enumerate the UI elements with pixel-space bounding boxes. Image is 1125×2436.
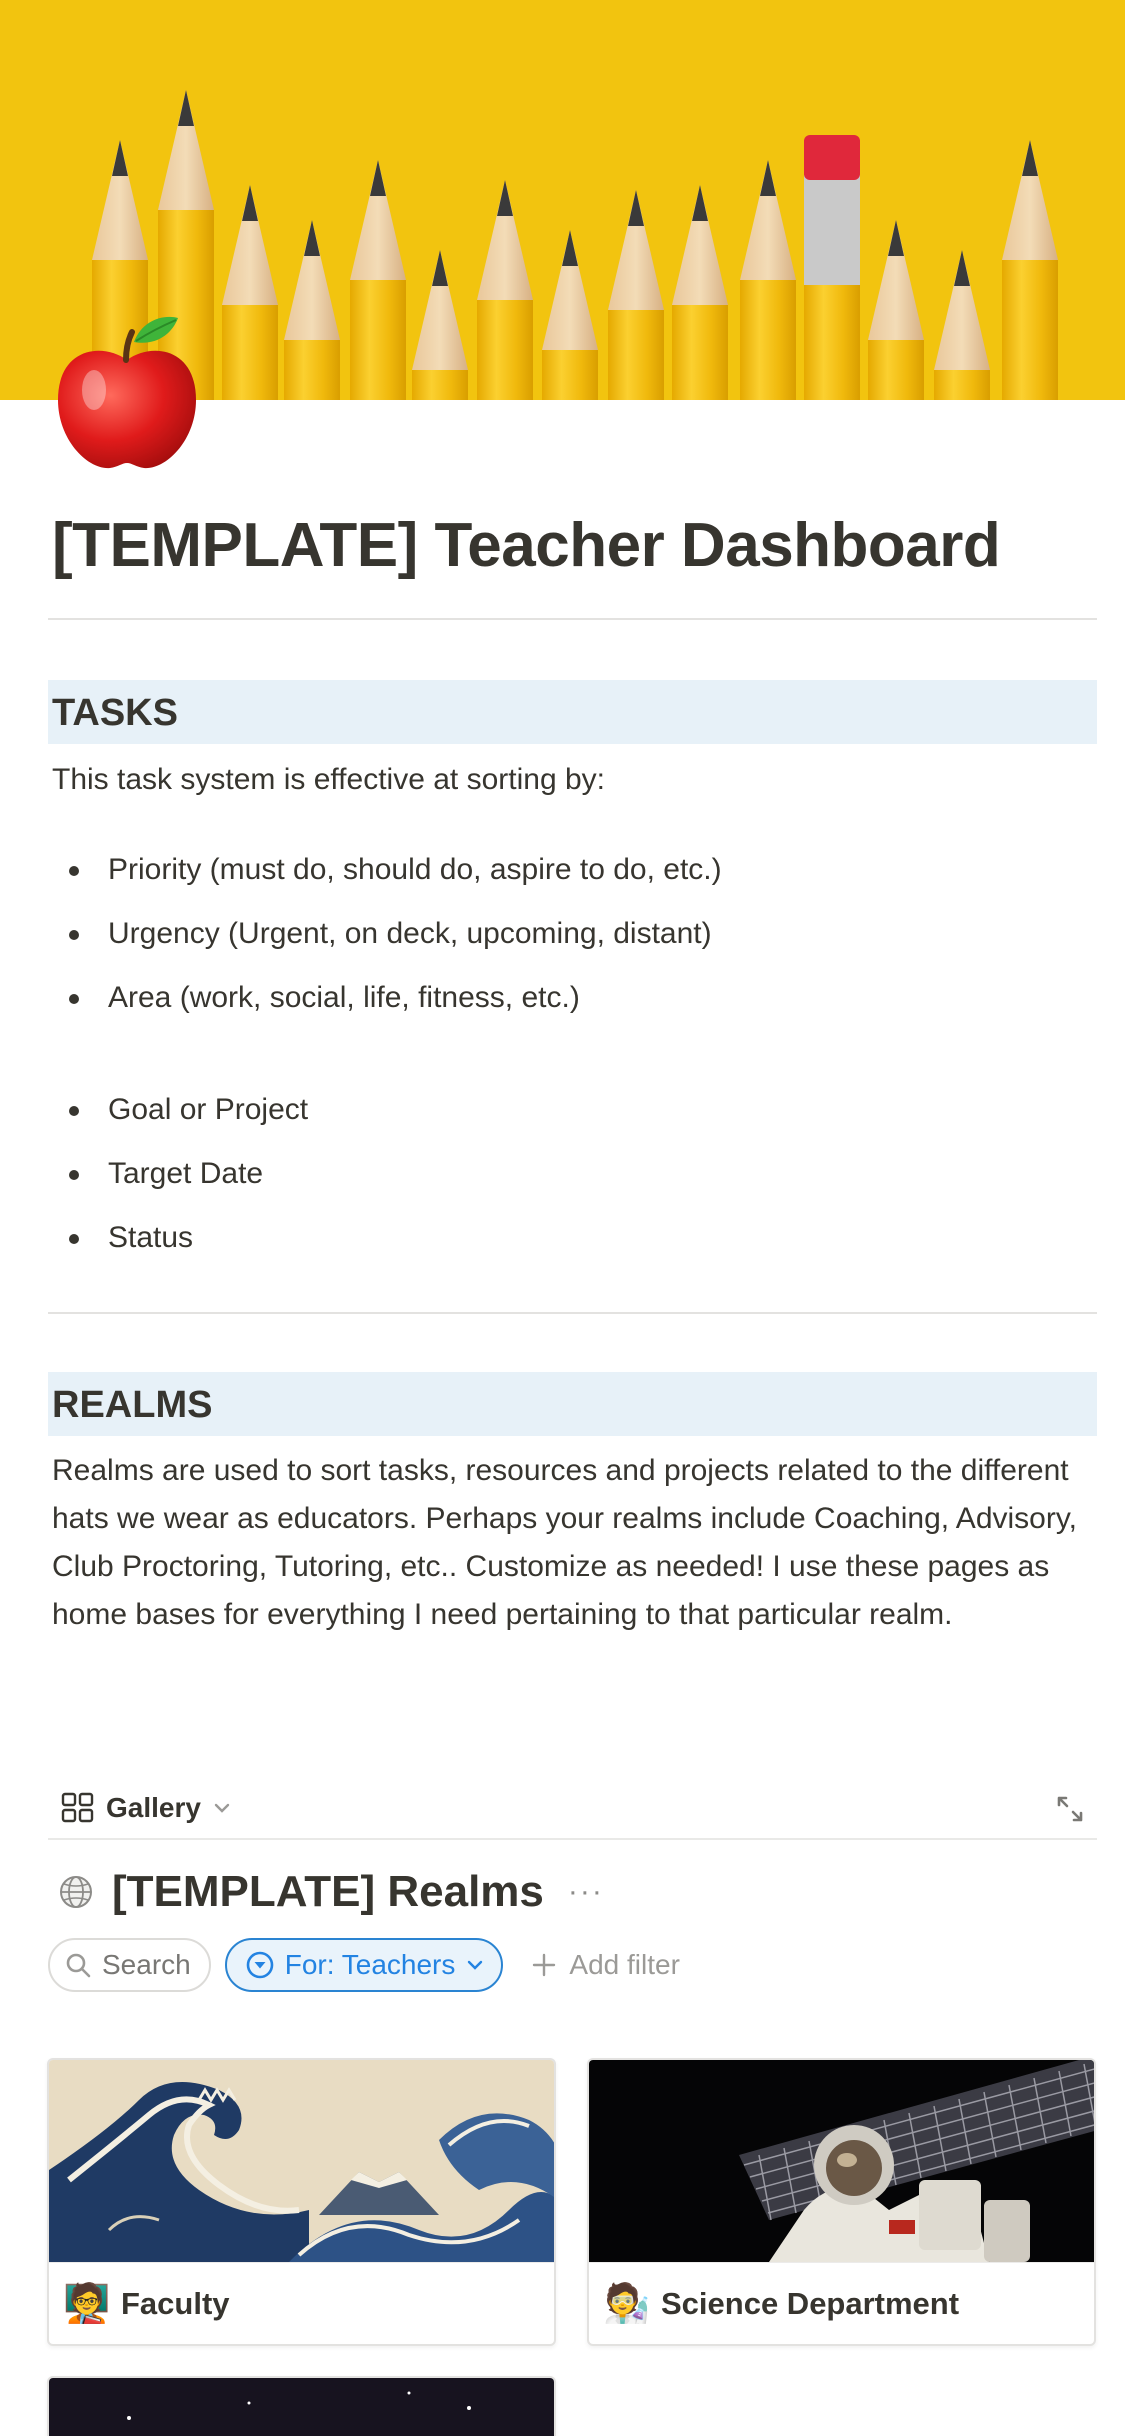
divider (48, 1838, 1097, 1840)
list-item[interactable]: Area (work, social, life, fitness, etc.) (52, 966, 1092, 1030)
great-wave-cover (49, 2060, 554, 2262)
search-label: Search (102, 1949, 191, 1980)
divider (48, 1312, 1097, 1314)
database-title-text[interactable]: [TEMPLATE] Realms (112, 1867, 544, 1916)
teacher-emoji-icon: 🧑‍🏫 (63, 2282, 111, 2325)
divider (48, 618, 1097, 620)
add-filter-button[interactable] (531, 1949, 680, 1981)
search-button[interactable] (48, 1938, 211, 1992)
globe-icon (58, 1874, 94, 1910)
gallery-card-faculty[interactable] (47, 2058, 556, 2346)
filter-for-teachers[interactable] (225, 1938, 504, 1992)
tasks-heading[interactable]: TASKS (52, 692, 178, 734)
list-item[interactable]: Target Date (52, 1142, 1092, 1206)
card-caption (589, 2262, 1094, 2344)
realms-heading-block (48, 1372, 1097, 1436)
gallery-card-science-department[interactable] (587, 2058, 1096, 2346)
expand-icon[interactable] (1053, 1792, 1087, 1826)
database-view-bar (48, 1778, 1097, 1840)
filter-bar (48, 1938, 680, 1992)
realms-heading[interactable]: REALMS (52, 1384, 213, 1426)
nebula-cover (49, 2378, 554, 2436)
view-tab-label: Gallery (106, 1792, 201, 1823)
list-item[interactable]: Status (52, 1206, 1092, 1270)
realms-description[interactable]: Realms are used to sort tasks, resources and projects related to the different hats we wear as educators. Perhaps your realms include Coaching, Advisory, Club Proctoring, Tutoring, etc.. Customize as needed! I use these pages as home bases for everything I need pertaining to that particular realm. (52, 1454, 1077, 1631)
card-title: Faculty (121, 2285, 230, 2321)
more-options-icon[interactable]: ··· (567, 1875, 604, 1908)
apple-icon[interactable] (52, 312, 202, 472)
card-title: Science Department (661, 2285, 960, 2321)
astronaut-cover (589, 2060, 1094, 2262)
scientist-emoji-icon: 🧑‍🔬 (603, 2282, 651, 2325)
tasks-heading-block (48, 680, 1097, 744)
tasks-list-a (52, 838, 1092, 1030)
chevron-down-icon (465, 1955, 485, 1975)
list-item[interactable]: Priority (must do, should do, aspire to do, etc.) (52, 838, 1092, 902)
gallery-card-nebula[interactable] (47, 2376, 556, 2436)
gallery-grid-icon (60, 1790, 96, 1826)
chevron-down-icon (211, 1797, 233, 1819)
tasks-intro[interactable]: This task system is effective at sorting by: (52, 763, 605, 796)
filter-label: For: Teachers (284, 1949, 456, 1980)
card-caption (49, 2262, 554, 2344)
tasks-list-b (52, 1078, 1092, 1270)
search-icon (64, 1951, 92, 1979)
list-item[interactable]: Goal or Project (52, 1078, 1092, 1142)
view-tab-gallery[interactable] (60, 1786, 233, 1830)
add-filter-label: Add filter (569, 1949, 680, 1980)
database-title (58, 1864, 604, 1920)
filter-property-icon (245, 1950, 275, 1980)
page-title[interactable]: [TEMPLATE] Teacher Dashboard (52, 511, 1001, 580)
plus-icon (531, 1952, 557, 1978)
list-item[interactable]: Urgency (Urgent, on deck, upcoming, distant) (52, 902, 1092, 966)
